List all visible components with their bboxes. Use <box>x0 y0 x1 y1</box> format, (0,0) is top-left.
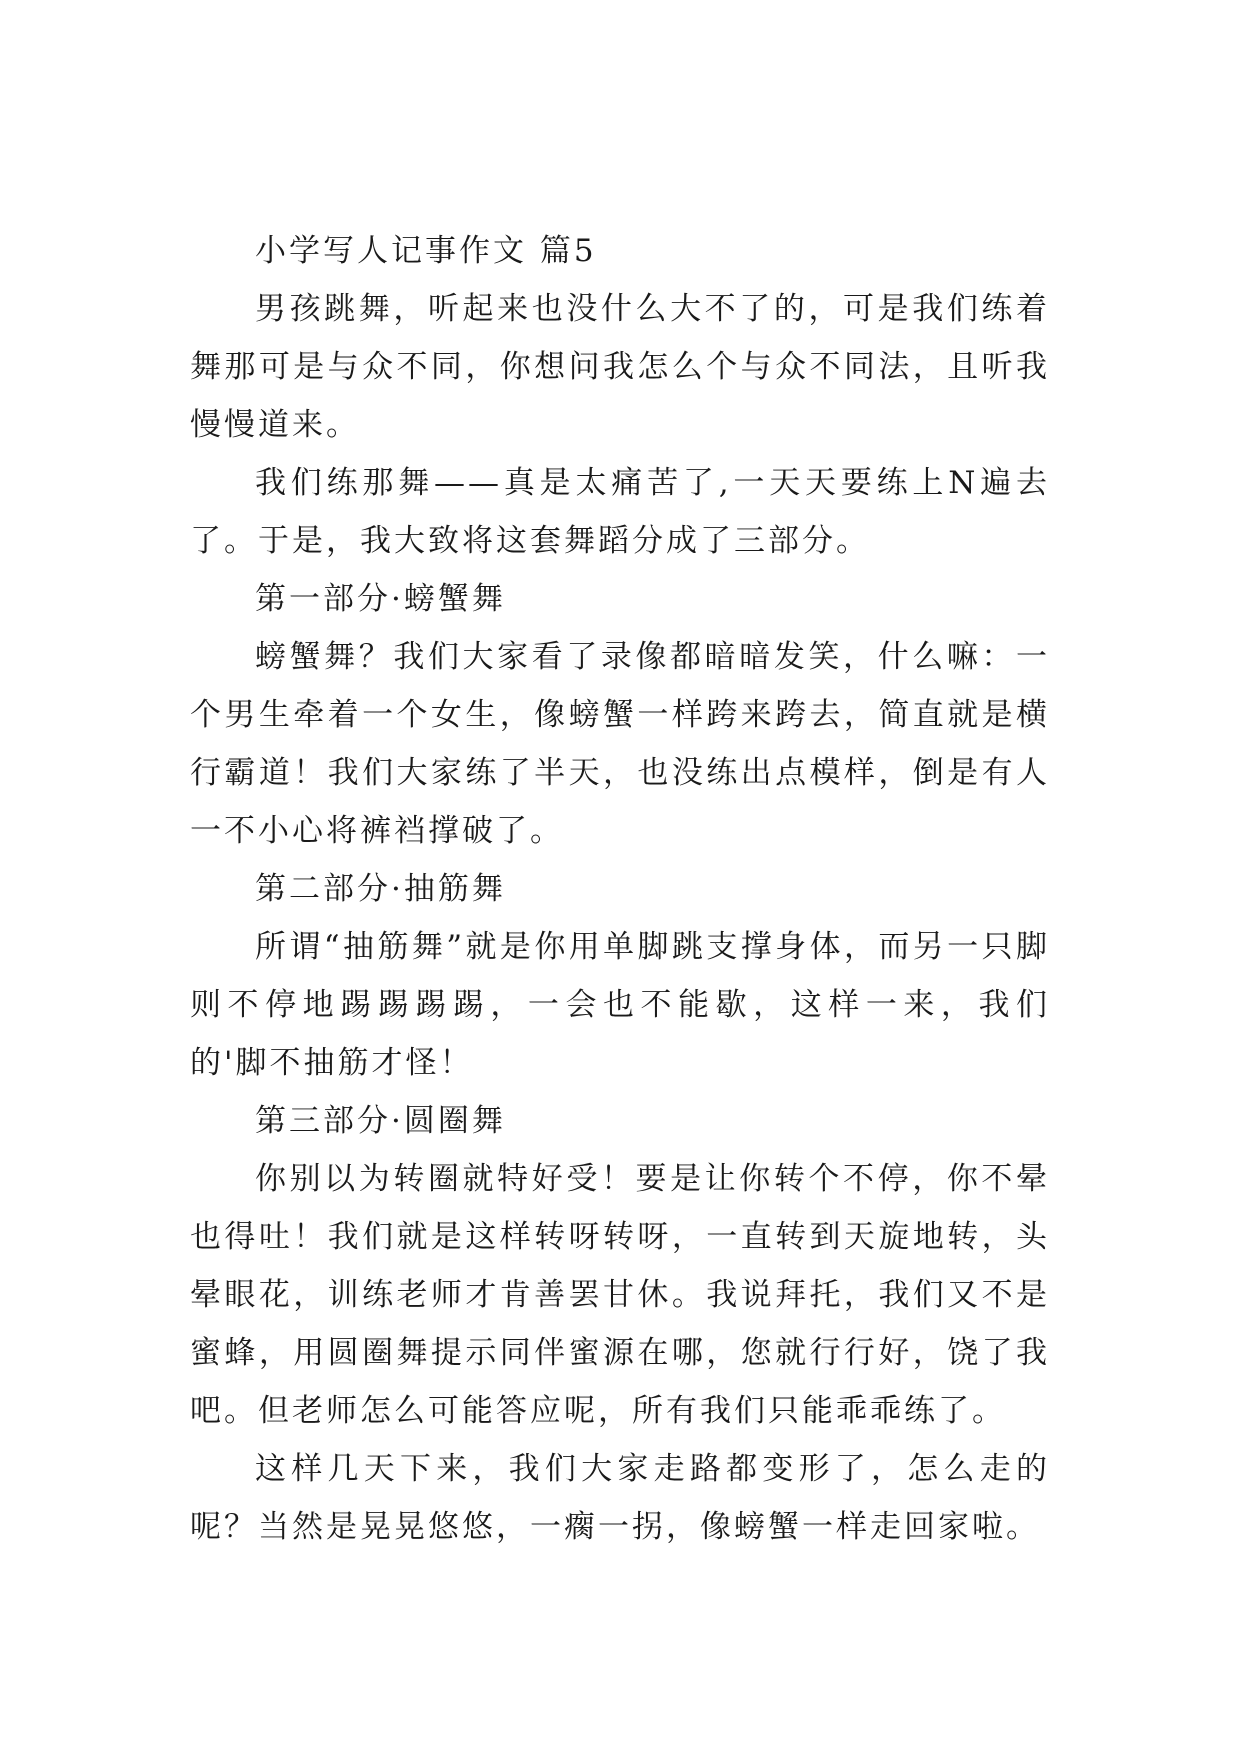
section-heading-circle-dance: 第三部分·圆圈舞 <box>255 1103 506 1139</box>
essay-title: 小学写人记事作文 篇5 <box>255 233 597 269</box>
paragraph-crab-dance: 螃蟹舞？我们大家看了录像都暗暗发笑，什么嘛：一个男生牵着一个女生，像螃蟹一样跨来跨去，简直就是横行霸道！我们大家练了半天，也没练出点模样，倒是有人一不小心将裤裆撑破了。 <box>190 639 1050 849</box>
paragraph-division: 我们练那舞——真是太痛苦了,一天天要练上N遍去了。于是，我大致将这套舞蹈分成了三部分。 <box>190 465 1050 559</box>
paragraph-intro: 男孩跳舞，听起来也没什么大不了的，可是我们练着舞那可是与众不同，你想问我怎么个与众不同法，且听我慢慢道来。 <box>190 291 1050 443</box>
paragraph-conclusion: 这样几天下来，我们大家走路都变形了，怎么走的呢？当然是晃晃悠悠，一瘸一拐，像螃蟹一样走回家啦。 <box>190 1451 1050 1545</box>
document-body <box>190 222 1050 1556</box>
section-heading-crab-dance: 第一部分·螃蟹舞 <box>255 581 506 617</box>
section-heading-cramp-dance: 第二部分·抽筋舞 <box>255 871 506 907</box>
paragraph-cramp-dance: 所谓“抽筋舞”就是你用单脚跳支撑身体，而另一只脚则不停地踢踢踢踢，一会也不能歇，这样一来，我们的'脚不抽筋才怪！ <box>190 929 1050 1081</box>
paragraph-circle-dance: 你别以为转圈就特好受！要是让你转个不停，你不晕也得吐！我们就是这样转呀转呀，一直转到天旋地转，头晕眼花，训练老师才肯善罢甘休。我说拜托，我们又不是蜜蜂，用圆圈舞提示同伴蜜源在哪，您就行行好，饶了我吧。但老师怎么可能答应呢，所有我们只能乖乖练了。 <box>190 1161 1050 1429</box>
